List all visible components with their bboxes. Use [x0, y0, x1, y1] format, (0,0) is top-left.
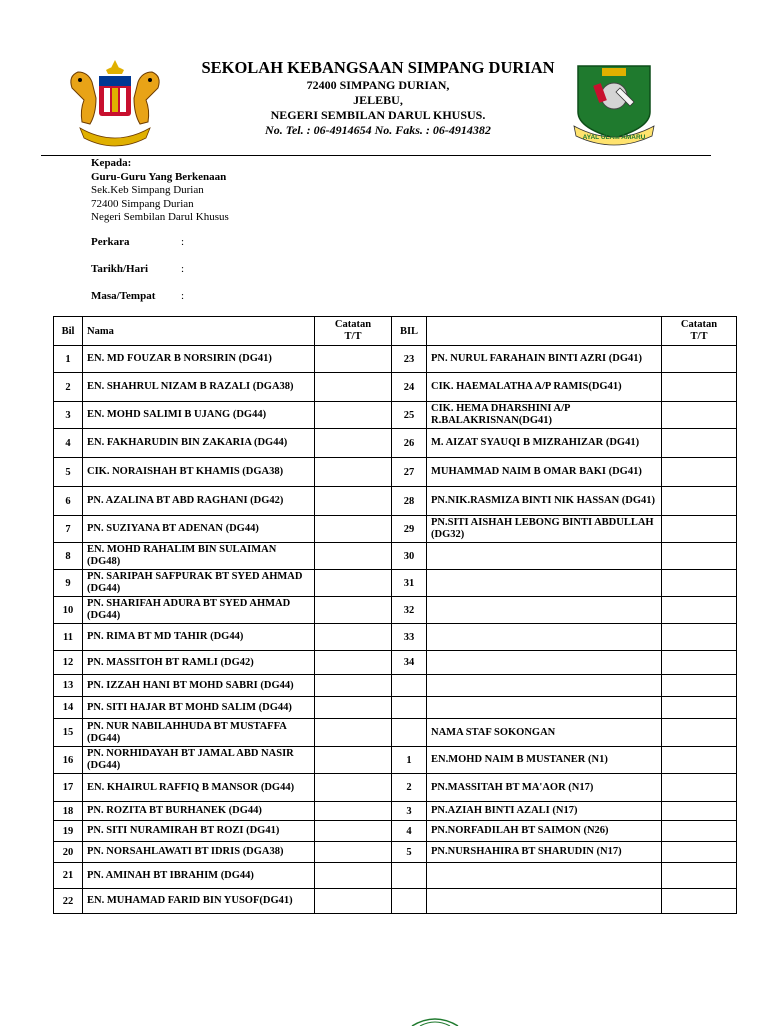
table-row — [54, 458, 737, 487]
bil-cell: 3 — [54, 402, 83, 429]
table-row — [54, 516, 737, 543]
name-cell: PN. MASSITOH BT RAMLI (DG42) — [83, 651, 315, 675]
name-cell: CIK. HEMA DHARSHINI A/P R.BALAKRISNAN(DG41) — [427, 402, 662, 429]
catatan-cell — [662, 675, 737, 697]
bil-cell: 33 — [392, 624, 427, 651]
bil-cell: 30 — [392, 543, 427, 570]
name-cell: PN.NORFADILAH BT SAIMON (N26) — [427, 821, 662, 842]
catatan-cell — [315, 889, 392, 914]
bil-cell: 12 — [54, 651, 83, 675]
name-cell: PN. NUR NABILAHHUDA BT MUSTAFFA (DG44) — [83, 719, 315, 747]
catatan-cell — [662, 402, 737, 429]
bil-cell: 15 — [54, 719, 83, 747]
bil-cell: 34 — [392, 651, 427, 675]
header-tt-label: T/T — [690, 331, 708, 342]
header-bil-left: Bil — [54, 317, 83, 346]
table-row — [54, 747, 737, 774]
table-row — [54, 429, 737, 458]
bil-cell — [392, 697, 427, 719]
catatan-cell — [315, 458, 392, 487]
bil-cell: 6 — [54, 487, 83, 516]
name-cell — [427, 889, 662, 914]
catatan-cell — [315, 719, 392, 747]
table-row — [54, 651, 737, 675]
bil-cell: 5 — [54, 458, 83, 487]
catatan-cell — [662, 487, 737, 516]
table-row — [54, 570, 737, 597]
field-perkara — [91, 236, 185, 263]
catatan-cell — [662, 774, 737, 802]
field-colon: : — [181, 263, 185, 275]
name-cell: PN.NURSHAHIRA BT SHARUDIN (N17) — [427, 842, 662, 863]
table-row — [54, 719, 737, 747]
bil-cell: 27 — [392, 458, 427, 487]
name-cell: M. AIZAT SYAUQI B MIZRAHIZAR (DG41) — [427, 429, 662, 458]
to-name: Guru-Guru Yang Berkenaan — [91, 170, 227, 183]
name-cell — [427, 543, 662, 570]
bil-cell: 4 — [54, 429, 83, 458]
header-tt-label: T/T — [344, 331, 362, 342]
name-cell: PN.SITI AISHAH LEBONG BINTI ABDULLAH (DG32) — [427, 516, 662, 543]
table-row — [54, 697, 737, 719]
bil-cell: 11 — [54, 624, 83, 651]
catatan-cell — [662, 570, 737, 597]
header-bil-right: BIL — [392, 317, 427, 346]
table-row — [54, 821, 737, 842]
name-cell: PN.NIK.RASMIZA BINTI NIK HASSAN (DG41) — [427, 487, 662, 516]
name-cell: PN. SITI HAJAR BT MOHD SALIM (DG44) — [83, 697, 315, 719]
bil-cell: 1 — [392, 747, 427, 774]
table-row — [54, 402, 737, 429]
name-cell — [427, 651, 662, 675]
catatan-cell — [315, 516, 392, 543]
catatan-cell — [315, 747, 392, 774]
catatan-cell — [662, 543, 737, 570]
catatan-cell — [315, 675, 392, 697]
catatan-cell — [315, 429, 392, 458]
name-cell: MUHAMMAD NAIM B OMAR BAKI (DG41) — [427, 458, 662, 487]
table-row — [54, 675, 737, 697]
bil-cell: 14 — [54, 697, 83, 719]
name-cell: PN. IZZAH HANI BT MOHD SABRI (DG44) — [83, 675, 315, 697]
bil-cell: 26 — [392, 429, 427, 458]
name-cell: EN. MUHAMAD FARID BIN YUSOF(DG41) — [83, 889, 315, 914]
recipient-block — [91, 157, 229, 225]
form-fields — [91, 236, 185, 317]
bil-cell — [392, 675, 427, 697]
table-row — [54, 346, 737, 373]
name-cell: PN.MASSITAH BT MA'AOR (N17) — [427, 774, 662, 802]
school-name: SEKOLAH KEBANGSAAN SIMPANG DURIAN — [201, 58, 555, 77]
bil-cell: 22 — [54, 889, 83, 914]
name-cell — [427, 570, 662, 597]
address-line-3: NEGERI SEMBILAN DARUL KHUSUS. — [270, 108, 486, 122]
svg-text:AYAL ULAM AMARU: AYAL ULAM AMARU — [582, 134, 646, 141]
bil-cell: 19 — [54, 821, 83, 842]
bil-cell: 1 — [54, 346, 83, 373]
header-catatan-label: Catatan — [334, 319, 372, 330]
bil-cell — [392, 719, 427, 747]
header-catatan-right — [662, 317, 737, 346]
name-cell: PN. SARIPAH SAFPURAK BT SYED AHMAD (DG44) — [83, 570, 315, 597]
name-cell: PN. AMINAH BT IBRAHIM (DG44) — [83, 863, 315, 889]
name-cell — [427, 624, 662, 651]
field-masa-tempat — [91, 290, 185, 317]
table-row — [54, 889, 737, 914]
catatan-cell — [662, 821, 737, 842]
catatan-cell — [315, 346, 392, 373]
name-cell: PN. SITI NURAMIRAH BT ROZI (DG41) — [83, 821, 315, 842]
address-line-1: 72400 SIMPANG DURIAN, — [306, 78, 450, 92]
catatan-cell — [662, 719, 737, 747]
header-catatan-left — [315, 317, 392, 346]
bil-cell: 31 — [392, 570, 427, 597]
name-cell — [427, 863, 662, 889]
catatan-cell — [662, 373, 737, 402]
table-body — [54, 346, 737, 914]
catatan-cell — [315, 802, 392, 821]
table-row — [54, 802, 737, 821]
bil-cell: 17 — [54, 774, 83, 802]
recipient-line-1: Sek.Keb Simpang Durian — [91, 184, 204, 197]
malaysia-coat-of-arms-icon — [66, 58, 164, 150]
catatan-cell — [315, 863, 392, 889]
table-header-row — [54, 317, 737, 346]
bil-cell: 28 — [392, 487, 427, 516]
address-line-2: JELEBU, — [353, 93, 403, 107]
name-cell: PN.AZIAH BINTI AZALI (N17) — [427, 802, 662, 821]
name-cell: PN. SUZIYANA BT ADENAN (DG44) — [83, 516, 315, 543]
support-staff-heading: NAMA STAF SOKONGAN — [427, 719, 662, 747]
catatan-cell — [662, 889, 737, 914]
bil-cell: 4 — [392, 821, 427, 842]
field-label: Masa/Tempat — [91, 290, 156, 302]
table-row — [54, 842, 737, 863]
catatan-cell — [315, 373, 392, 402]
table-row — [54, 624, 737, 651]
catatan-cell — [662, 842, 737, 863]
bil-cell: 25 — [392, 402, 427, 429]
table-row — [54, 487, 737, 516]
bil-cell — [392, 889, 427, 914]
header-catatan-label: Catatan — [680, 319, 718, 330]
attendance-table — [53, 316, 737, 914]
bil-cell: 5 — [392, 842, 427, 863]
field-label: Perkara — [91, 236, 130, 248]
bil-cell: 16 — [54, 747, 83, 774]
bil-cell: 18 — [54, 802, 83, 821]
bil-cell: 13 — [54, 675, 83, 697]
recipient-line-2: 72400 Simpang Durian — [91, 197, 194, 210]
catatan-cell — [662, 429, 737, 458]
name-cell: PN. NORSAHLAWATI BT IDRIS (DGA38) — [83, 842, 315, 863]
catatan-cell — [315, 697, 392, 719]
catatan-cell — [315, 821, 392, 842]
catatan-cell — [662, 651, 737, 675]
field-label: Tarikh/Hari — [91, 263, 149, 275]
bil-cell: 8 — [54, 543, 83, 570]
bil-cell: 32 — [392, 597, 427, 624]
catatan-cell — [662, 747, 737, 774]
contact-line: No. Tel. : 06-4914654 No. Faks. : 06-4914382 — [265, 123, 491, 137]
name-cell — [427, 675, 662, 697]
stamp-icon — [410, 1016, 460, 1026]
field-colon: : — [181, 236, 185, 248]
catatan-cell — [315, 774, 392, 802]
name-cell: EN. MOHD RAHALIM BIN SULAIMAN (DG48) — [83, 543, 315, 570]
to-label: Kepada: — [91, 157, 132, 169]
catatan-cell — [662, 697, 737, 719]
catatan-cell — [662, 802, 737, 821]
name-cell: EN. MOHD SALIMI B UJANG (DG44) — [83, 402, 315, 429]
bil-cell: 21 — [54, 863, 83, 889]
name-cell: EN. KHAIRUL RAFFIQ B MANSOR (DG44) — [83, 774, 315, 802]
name-cell: PN. RIMA BT MD TAHIR (DG44) — [83, 624, 315, 651]
catatan-cell — [315, 624, 392, 651]
table-row — [54, 373, 737, 402]
bil-cell: 2 — [54, 373, 83, 402]
catatan-cell — [315, 651, 392, 675]
school-badge-icon — [572, 62, 656, 146]
bil-cell: 10 — [54, 597, 83, 624]
table-row — [54, 597, 737, 624]
name-cell: EN.MOHD NAIM B MUSTANER (N1) — [427, 747, 662, 774]
field-tarikh-hari — [91, 263, 185, 290]
name-cell: CIK. HAEMALATHA A/P RAMIS(DG41) — [427, 373, 662, 402]
bil-cell: 29 — [392, 516, 427, 543]
catatan-cell — [315, 487, 392, 516]
catatan-cell — [315, 402, 392, 429]
name-cell: PN. SHARIFAH ADURA BT SYED AHMAD (DG44) — [83, 597, 315, 624]
catatan-cell — [315, 543, 392, 570]
name-cell — [427, 597, 662, 624]
catatan-cell — [315, 570, 392, 597]
bil-cell: 2 — [392, 774, 427, 802]
header-nama: Nama — [83, 317, 315, 346]
catatan-cell — [315, 597, 392, 624]
name-cell: EN. MD FOUZAR B NORSIRIN (DG41) — [83, 346, 315, 373]
name-cell: PN. ROZITA BT BURHANEK (DG44) — [83, 802, 315, 821]
catatan-cell — [662, 597, 737, 624]
name-cell: EN. FAKHARUDIN BIN ZAKARIA (DG44) — [83, 429, 315, 458]
name-cell: PN. AZALINA BT ABD RAGHANI (DG42) — [83, 487, 315, 516]
catatan-cell — [662, 346, 737, 373]
table-row — [54, 543, 737, 570]
table-row — [54, 774, 737, 802]
catatan-cell — [662, 863, 737, 889]
table-row — [54, 863, 737, 889]
recipient-line-3: Negeri Sembilan Darul Khusus — [91, 211, 229, 224]
name-cell — [427, 697, 662, 719]
header-nama-right-blank — [427, 317, 662, 346]
letterhead-divider — [41, 155, 711, 156]
bil-cell: 7 — [54, 516, 83, 543]
bil-cell: 3 — [392, 802, 427, 821]
name-cell: CIK. NORAISHAH BT KHAMIS (DGA38) — [83, 458, 315, 487]
bil-cell: 23 — [392, 346, 427, 373]
catatan-cell — [662, 624, 737, 651]
bil-cell: 24 — [392, 373, 427, 402]
bil-cell: 9 — [54, 570, 83, 597]
name-cell: PN. NORHIDAYAH BT JAMAL ABD NASIR (DG44) — [83, 747, 315, 774]
catatan-cell — [662, 516, 737, 543]
catatan-cell — [315, 842, 392, 863]
bil-cell: 20 — [54, 842, 83, 863]
name-cell: EN. SHAHRUL NIZAM B RAZALI (DGA38) — [83, 373, 315, 402]
name-cell: PN. NURUL FARAHAIN BINTI AZRI (DG41) — [427, 346, 662, 373]
catatan-cell — [662, 458, 737, 487]
field-colon: : — [181, 290, 185, 302]
letterhead — [0, 0, 768, 150]
bil-cell — [392, 863, 427, 889]
